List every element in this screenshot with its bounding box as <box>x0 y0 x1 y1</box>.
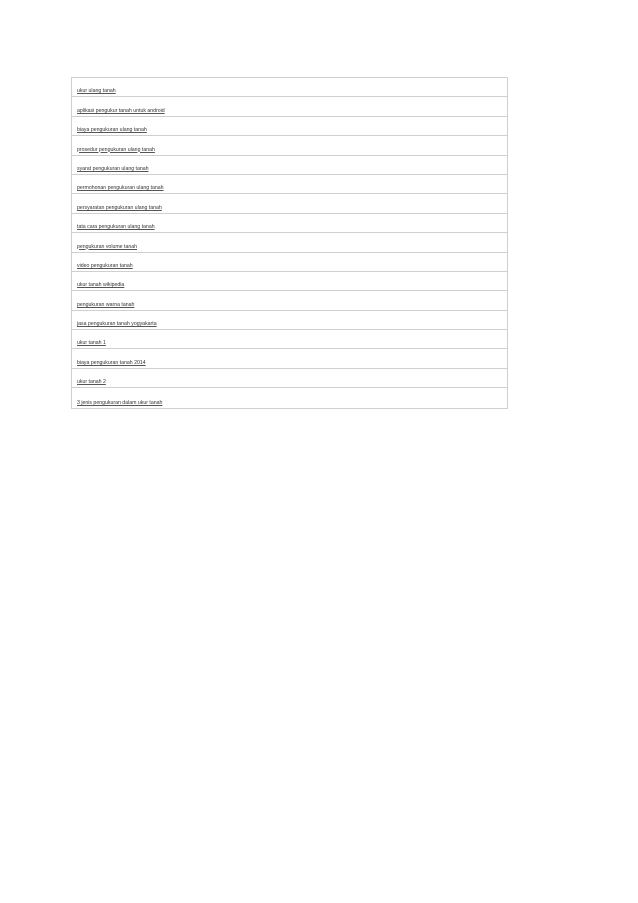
related-search-link[interactable]: persyaratan pengukuran ulang tanah <box>77 204 162 211</box>
related-search-link[interactable]: prosedur pengukuran ulang tanah <box>77 146 155 153</box>
list-item <box>72 369 507 388</box>
related-search-link[interactable]: aplikasi pengukur tanah untuk android <box>77 107 165 114</box>
related-search-link[interactable]: ukur tanah 1 <box>77 340 106 347</box>
related-searches-table <box>71 77 508 409</box>
related-search-link[interactable]: pengukuran warna tanah <box>77 301 135 308</box>
list-item <box>72 156 507 175</box>
related-search-link[interactable]: biaya pengukuran tanah 2014 <box>77 359 146 366</box>
related-search-link[interactable]: biaya pengukuran ulang tanah <box>77 127 147 134</box>
related-search-link[interactable]: tata cara pengukuran ulang tanah <box>77 224 155 231</box>
list-item <box>72 253 507 272</box>
list-item <box>72 349 507 368</box>
related-search-link[interactable]: syarat pengukuran ulang tanah <box>77 165 149 172</box>
related-search-link[interactable]: permohonan pengukuran ulang tanah <box>77 185 164 192</box>
list-item <box>72 330 507 349</box>
list-item <box>72 214 507 233</box>
list-item <box>72 311 507 330</box>
list-item <box>72 194 507 213</box>
list-item <box>72 136 507 155</box>
related-search-link[interactable]: 3 jenis pengukuran dalam ukur tanah <box>77 399 163 406</box>
related-search-link[interactable]: jasa pengukuran tanah yogyakarta <box>77 321 157 328</box>
related-search-link[interactable]: ukur ulang tanah <box>77 88 116 95</box>
list-item <box>72 291 507 310</box>
related-search-link[interactable]: ukur tanah 2 <box>77 379 106 386</box>
related-search-link[interactable]: pengukuran volume tanah <box>77 243 137 250</box>
list-item <box>72 117 507 136</box>
list-item <box>72 272 507 291</box>
list-item <box>72 388 507 407</box>
related-search-link[interactable]: video pengukuran tanah <box>77 262 133 269</box>
list-item <box>72 175 507 194</box>
list-item <box>72 233 507 252</box>
related-search-link[interactable]: ukur tanah wikipedia <box>77 282 125 289</box>
list-item <box>72 97 507 116</box>
list-item <box>72 78 507 97</box>
